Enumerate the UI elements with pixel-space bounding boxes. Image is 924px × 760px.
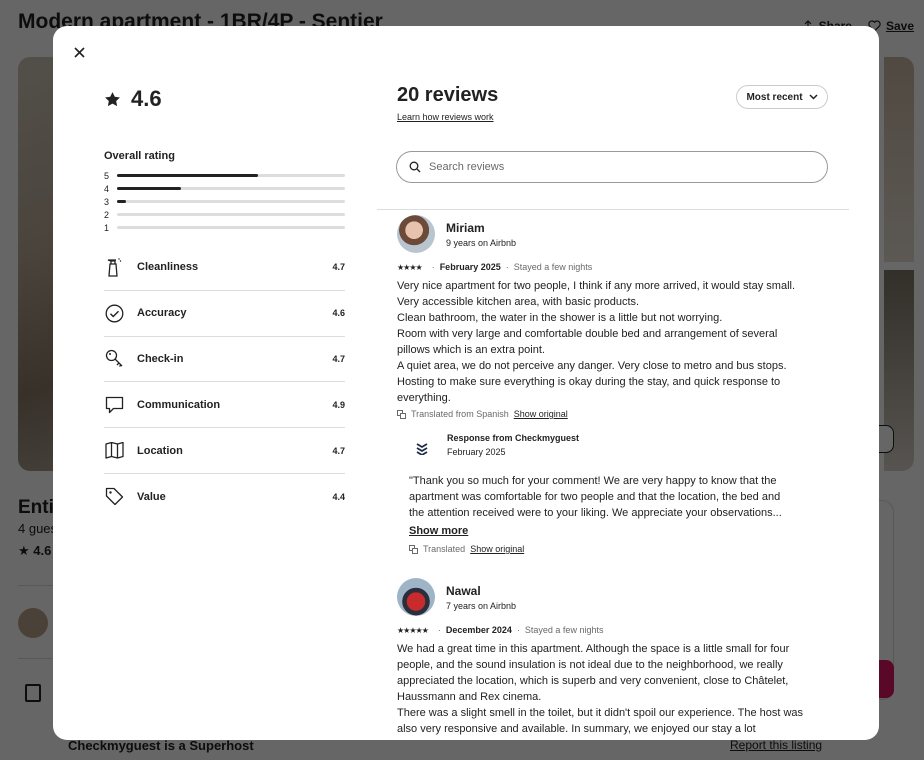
review-line: A quiet area, we do not perceive any danger. Very close to metro and bus stops. xyxy=(397,360,787,372)
show-original-link[interactable]: Show original xyxy=(470,544,525,554)
translation-note xyxy=(409,544,837,554)
distribution-bar-track xyxy=(117,200,345,203)
review-line: Clean bathroom, the water in the shower is a little but not worrying. xyxy=(397,312,723,324)
reviewer-tenure: 7 years on Airbnb xyxy=(446,600,517,611)
category-score: 4.9 xyxy=(332,399,345,410)
review-line: also very responsive and available. In summary, we enjoyed our stay a lot xyxy=(397,723,756,735)
tag-icon xyxy=(104,487,124,507)
category-label: Location xyxy=(137,444,183,457)
reviewer-name: Miriam xyxy=(446,220,485,235)
distribution-bar-fill xyxy=(117,174,258,177)
category-check-in xyxy=(104,337,345,383)
check-circle-icon xyxy=(104,303,124,323)
review-line: appreciated the location, which is superb and very convenient, close to Châtelet, xyxy=(397,675,789,687)
category-score: 4.6 xyxy=(332,308,345,319)
review-stars: ★★★★★ xyxy=(397,625,428,635)
divider xyxy=(377,209,849,210)
review-line: pillows which is an extra point. xyxy=(397,344,545,356)
category-label: Check-in xyxy=(137,352,184,365)
translate-icon xyxy=(397,410,406,419)
distribution-bar-track xyxy=(117,213,345,216)
overall-score-value: 4.6 xyxy=(131,86,162,111)
response-line: the attention received were to your liking. We appreciate your observations... xyxy=(409,507,782,519)
review-stay-length: Stayed a few nights xyxy=(524,625,604,635)
response-line: "Thank you so much for your comment! We are very happy to know that the xyxy=(409,475,777,487)
distribution-star-label: 3 xyxy=(104,196,110,207)
star-icon xyxy=(104,91,121,108)
chevron-down-icon xyxy=(809,94,818,100)
key-icon xyxy=(104,349,124,369)
review-stars: ★★★★ xyxy=(397,262,422,272)
category-ratings xyxy=(104,245,345,520)
review-item xyxy=(397,578,837,737)
translate-icon xyxy=(409,545,418,554)
learn-how-reviews-work-link[interactable]: Learn how reviews work xyxy=(397,112,494,122)
distribution-star-label: 2 xyxy=(104,209,110,220)
distribution-star-label: 4 xyxy=(104,183,110,194)
sort-label: Most recent xyxy=(746,91,803,103)
review-item xyxy=(397,215,837,554)
overall-score xyxy=(104,86,162,112)
review-header xyxy=(397,578,837,616)
category-score: 4.4 xyxy=(332,491,345,502)
review-line: Very accessible kitchen area, with basic products. xyxy=(397,296,640,308)
category-cleanliness xyxy=(104,245,345,291)
review-body xyxy=(397,278,837,406)
search-reviews-input[interactable] xyxy=(429,161,809,173)
reviewer-name: Nawal xyxy=(446,583,481,598)
show-original-link[interactable]: Show original xyxy=(513,409,568,419)
search-icon xyxy=(409,161,421,173)
category-location xyxy=(104,428,345,474)
review-line: Hosting to make sure everything is okay during the stay, and quick response to xyxy=(397,376,781,388)
distribution-row xyxy=(104,208,345,221)
category-score: 4.7 xyxy=(332,262,345,273)
review-line: Haussmann and Rex cinema. xyxy=(397,691,542,703)
review-line: We had a great time in this apartment. Although the space is a little small for four xyxy=(397,643,790,655)
distribution-row xyxy=(104,169,345,182)
distribution-bar-track xyxy=(117,174,345,177)
review-header xyxy=(397,215,837,253)
host-response-header xyxy=(409,433,837,461)
review-meta xyxy=(397,625,837,635)
category-score: 4.7 xyxy=(332,353,345,364)
distribution-row xyxy=(104,221,345,234)
distribution-bar-track xyxy=(117,187,345,190)
reviews-modal xyxy=(53,26,879,740)
distribution-row xyxy=(104,195,345,208)
distribution-bar-fill xyxy=(117,187,181,190)
sort-dropdown[interactable] xyxy=(736,85,828,109)
category-score: 4.7 xyxy=(332,445,345,456)
translation-note xyxy=(397,409,837,419)
distribution-star-label: 1 xyxy=(104,222,110,233)
host-logo-icon xyxy=(409,435,435,461)
response-line: apartment was comfortable for two people and that the location, the bed and xyxy=(409,491,781,503)
review-line: everything. xyxy=(397,392,451,404)
host-response xyxy=(409,433,837,554)
review-stay-length: Stayed a few nights xyxy=(513,262,593,272)
translation-text: Translated xyxy=(423,544,466,554)
meta-separator: · xyxy=(516,625,520,635)
category-value xyxy=(104,474,345,520)
meta-separator: · xyxy=(437,625,441,635)
category-label: Communication xyxy=(137,398,221,411)
distribution-star-label: 5 xyxy=(104,170,110,181)
review-body xyxy=(397,641,837,737)
rating-distribution xyxy=(104,169,345,234)
review-line: Very nice apartment for two people, I think if any more arrived, it would stay small. xyxy=(397,280,796,292)
host-response-date: February 2025 xyxy=(447,447,506,457)
spray-bottle-icon xyxy=(104,257,124,277)
category-label: Accuracy xyxy=(137,307,187,320)
distribution-bar-track xyxy=(117,226,345,229)
review-line: Room with very large and comfortable double bed and arrangement of several xyxy=(397,328,778,340)
overall-rating-label: Overall rating xyxy=(104,150,175,162)
reviewer-avatar[interactable] xyxy=(397,578,435,616)
reviewer-tenure: 9 years on Airbnb xyxy=(446,237,517,248)
reviewer-avatar[interactable] xyxy=(397,215,435,253)
close-icon xyxy=(74,47,85,58)
reviews-panel xyxy=(377,26,849,740)
reviews-count-title: 20 reviews xyxy=(397,84,499,106)
review-line: There was a slight smell in the toilet, but it didn't spoil our experience. The host was xyxy=(397,707,804,719)
host-response-body xyxy=(409,473,837,521)
category-label: Value xyxy=(137,490,166,503)
show-more-button[interactable]: Show more xyxy=(409,525,469,537)
category-label: Cleanliness xyxy=(137,261,199,274)
review-line: people, and the sound insulation is not ideal due to the neighborhood, we really xyxy=(397,659,783,671)
search-reviews-field[interactable] xyxy=(396,151,828,183)
category-communication xyxy=(104,382,345,428)
meta-separator: · xyxy=(431,262,435,272)
translation-text: Translated from Spanish xyxy=(411,409,509,419)
host-response-title: Response from Checkmyguest xyxy=(447,433,580,443)
review-date: February 2025 xyxy=(439,262,501,272)
close-button[interactable] xyxy=(69,42,89,62)
distribution-bar-fill xyxy=(117,200,126,203)
review-meta xyxy=(397,262,837,272)
map-icon xyxy=(104,441,124,461)
category-accuracy xyxy=(104,291,345,337)
distribution-row xyxy=(104,182,345,195)
message-icon xyxy=(104,395,124,415)
meta-separator: · xyxy=(505,262,509,272)
review-date: December 2024 xyxy=(445,625,512,635)
